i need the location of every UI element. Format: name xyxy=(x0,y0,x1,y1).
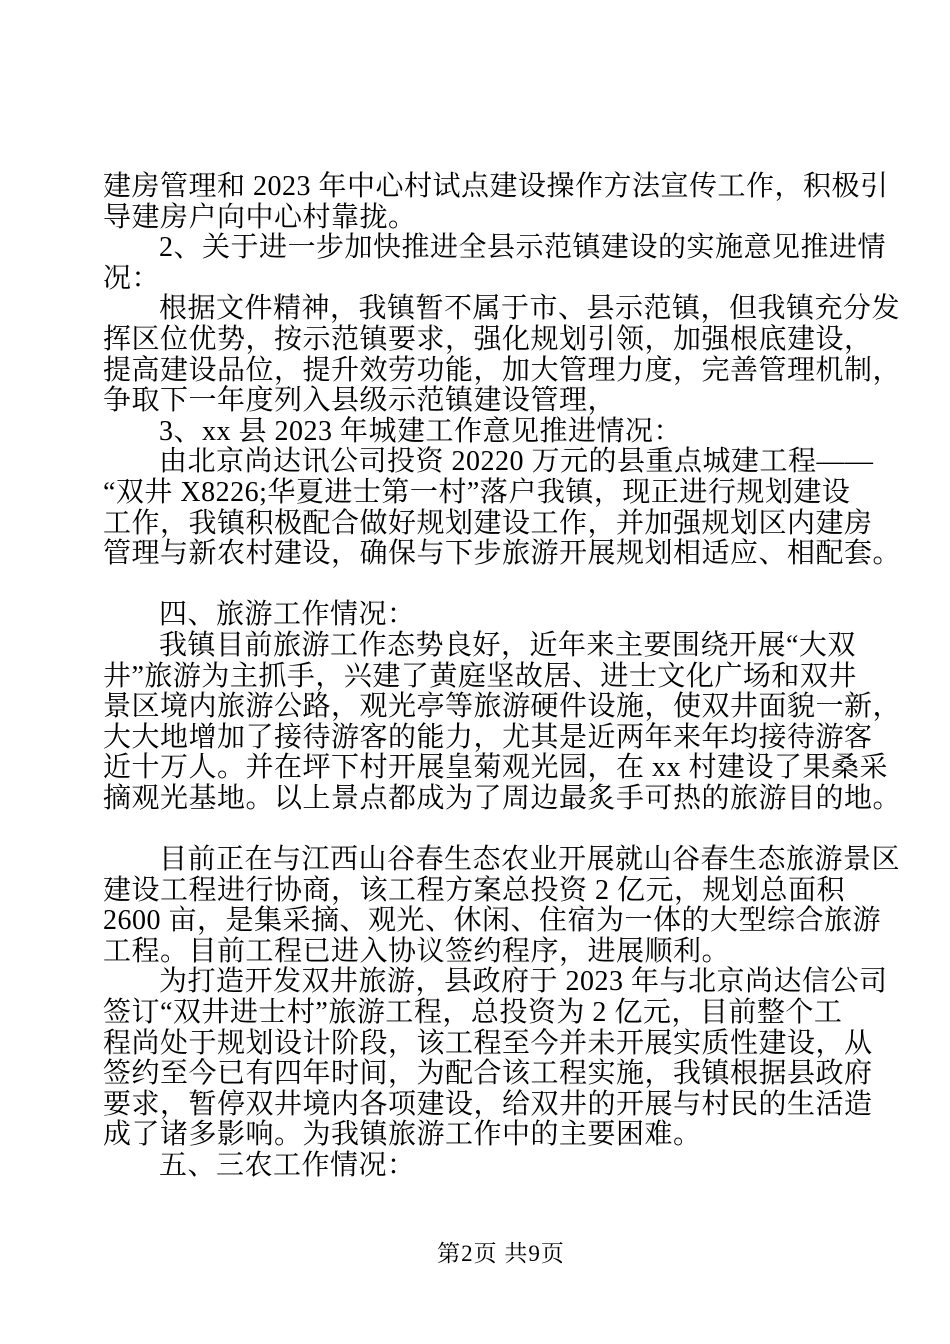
text-line: 要求，暂停双井境内各项建设，给双井的开展与村民的生活造 xyxy=(103,1088,873,1120)
text-line: 况： xyxy=(103,262,161,294)
text-line: 工程。目前工程已进入协议签约程序，进展顺利。 xyxy=(103,935,731,967)
text-line: 建设工程进行协商，该工程方案总投资 2 亿元，规划总面积 xyxy=(103,874,846,906)
text-line: 建房管理和 2023 年中心村试点建设操作方法宣传工作，积极引 xyxy=(103,171,889,202)
text-line: 签订“双井进士村”旅游工程，总投资为 2 亿元，目前整个工 xyxy=(103,997,843,1029)
text-line: 提高建设品位，提升效劳功能，加大管理力度，完善管理机制， xyxy=(103,354,902,386)
text-line: 目前正在与江西山谷春生态农业开展就山谷春生态旅游景区 xyxy=(159,844,901,876)
text-line: 五、三农工作情况： xyxy=(159,1150,416,1181)
page-number-label: 第2页 共9页 xyxy=(437,1241,565,1266)
text-line: 2600 亩，是集采摘、观光、休闲、住宿为一体的大型综合旅游 xyxy=(103,905,882,937)
text-line: 景区境内旅游公路，观光亭等旅游硬件设施，使双井面貌一新， xyxy=(103,691,902,723)
blank-line xyxy=(103,570,913,601)
text-line: 成了诸多影响。为我镇旅游工作中的主要困难。 xyxy=(103,1119,702,1151)
text-line: 3、xx 县 2023 年城建工作意见推进情况： xyxy=(159,415,683,447)
text-line: 井”旅游为主抓手，兴建了黄庭坚故居、进士文化广场和双井 xyxy=(103,660,857,692)
page-footer xyxy=(26,1240,950,1268)
text-line: 导建房户向中心村靠拢。 xyxy=(103,201,417,233)
text-line: 签约至今已有四年时间，为配合该工程实施，我镇根据县政府 xyxy=(103,1058,873,1090)
text-line: 为打造开发双井旅游，县政府于 2023 年与北京尚达信公司 xyxy=(159,966,888,998)
text-line: “双井 X8226;华夏进士第一村”落户我镇，现正进行规划建设 xyxy=(103,476,851,508)
text-line: 四、旅游工作情况： xyxy=(159,599,416,631)
text-line: 我镇目前旅游工作态势良好，近年来主要围绕开展“大双 xyxy=(159,629,856,661)
text-line: 根据文件精神，我镇暂不属于市、县示范镇，但我镇充分发 xyxy=(159,293,901,325)
text-line: 争取下一年度列入县级示范镇建设管理， xyxy=(103,385,617,417)
text-line: 近十万人。并在坪下村开展皇菊观光园，在 xx 村建设了果桑采 xyxy=(103,752,889,784)
blank-line xyxy=(103,814,913,845)
text-line: 挥区位优势，按示范镇要求，强化规划引领，加强根底建设， xyxy=(103,323,873,355)
text-line: 2、关于进一步加快推进全县示范镇建设的实施意见推进情 xyxy=(159,232,887,264)
text-line: 工作，我镇积极配合做好规划建设工作，并加强规划区内建房 xyxy=(103,507,873,539)
text-line: 由北京尚达讯公司投资 20220 万元的县重点城建工程—— xyxy=(159,446,874,478)
text-line: 大大地增加了接待游客的能力，尤其是近两年来年均接待游客 xyxy=(103,721,873,753)
text-line: 程尚处于规划设计阶段，该工程至今并未开展实质性建设，从 xyxy=(103,1027,873,1059)
text-line: 管理与新农村建设，确保与下步旅游开展规划相适应、相配套。 xyxy=(103,538,902,570)
document-text xyxy=(103,172,913,1182)
text-line: 摘观光基地。以上景点都成为了周边最炙手可热的旅游目的地。 xyxy=(103,782,902,814)
